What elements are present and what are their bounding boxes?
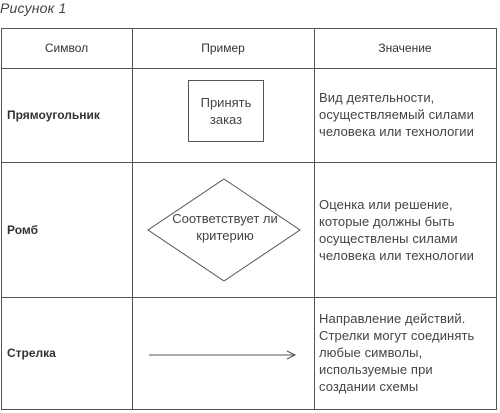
table-bottom-border [1, 409, 497, 410]
shape-label: Принять [200, 95, 252, 110]
meaning-line: создании схемы [319, 379, 419, 394]
flowchart-symbols-table [1, 28, 497, 410]
shape-label: критерию [196, 228, 254, 243]
meaning-line: Оценка или решение, [319, 197, 453, 212]
shape-label-block [161, 210, 289, 244]
meaning-line: которые должны быть [319, 214, 455, 229]
meaning-text [319, 310, 497, 395]
meaning-line: Направление действий. [319, 311, 466, 326]
meaning-line: человека или технологии [319, 124, 474, 139]
meaning-text [319, 89, 497, 140]
rectangle-shape [188, 80, 264, 142]
column-header-symbol: Символ [44, 41, 89, 55]
meaning-line: любые символы, [319, 345, 423, 360]
arrow-shape [149, 348, 299, 362]
symbol-name: Стрелка [7, 346, 56, 360]
column-divider [314, 28, 315, 410]
symbol-name: Прямоугольник [7, 108, 100, 122]
shape-label: Соответствует ли [172, 211, 278, 226]
meaning-line: Стрелки могут соединять [319, 328, 475, 343]
table-left-border [1, 28, 2, 410]
meaning-line: используемые при [319, 362, 433, 377]
meaning-line: осуществляемый силами [319, 107, 474, 122]
meaning-line: человека или технологии [319, 248, 474, 263]
meaning-line: осуществлены силами [319, 231, 458, 246]
shape-label: заказ [209, 112, 243, 127]
meaning-line: Вид деятельности, [319, 90, 435, 105]
meaning-text [319, 196, 497, 264]
column-header-example: Пример [201, 41, 245, 55]
figure-caption: Рисунок 1 [0, 0, 67, 16]
column-header-meaning: Значение [378, 41, 432, 55]
symbol-name: Ромб [7, 222, 39, 237]
